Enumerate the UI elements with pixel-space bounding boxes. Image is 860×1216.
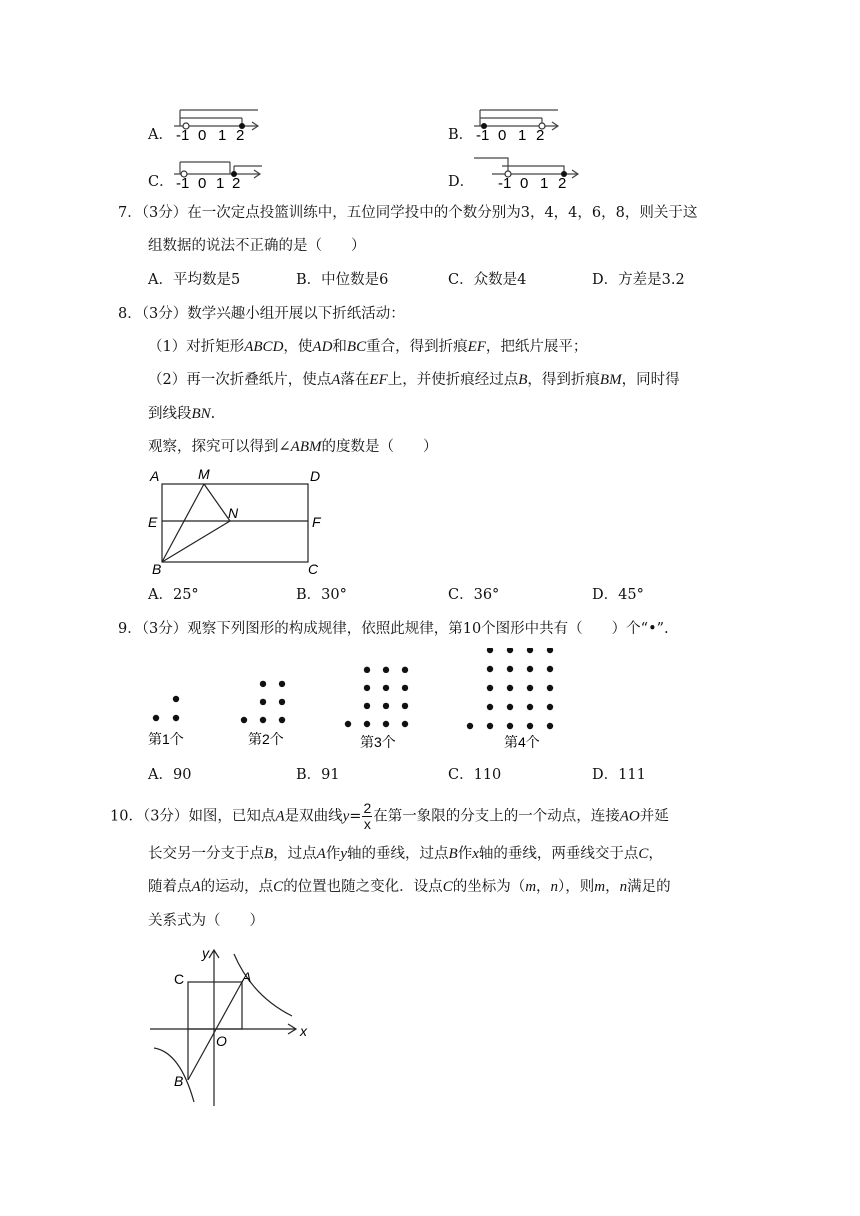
number-line-b [470, 104, 570, 144]
folding-rectangle-figure [140, 464, 340, 578]
tick-label: 2 [558, 175, 567, 192]
fraction-2-over-x: $\frac{2}{x}$ [363, 800, 372, 832]
question-10-line1: 10．（3分）如图，已知点A是双曲线y= $\frac{2}{x}$ 在第一象限的分支上的一个动点，连接AO并延 [110, 800, 669, 832]
tick-label: -1 [498, 175, 512, 192]
q7-option-d[interactable]: D．方差是3.2 [592, 272, 685, 288]
question-7-line2: 组数据的说法不正确的是（ ） [148, 238, 366, 254]
question-7-line1: 7．（3分）在一次定点投篮训练中，五位同学投中的个数分别为3，4，4，6，8，则关于这 [118, 205, 698, 221]
q9-option-b[interactable]: B．91 [296, 767, 340, 783]
dot [527, 723, 533, 729]
q9-option-a[interactable]: A．90 [148, 767, 192, 783]
svg-text:B: B [152, 561, 162, 577]
dot [279, 717, 285, 723]
dot [547, 685, 553, 691]
dot [547, 666, 553, 672]
svg-text:A: A [242, 969, 252, 985]
dot [527, 704, 533, 710]
dot [507, 685, 513, 691]
dot [153, 715, 159, 721]
svg-text:C: C [308, 561, 319, 577]
tick-label: 2 [232, 175, 241, 192]
dot [487, 666, 493, 672]
dot [402, 721, 408, 727]
number-line-d [472, 150, 592, 192]
svg-text:D: D [310, 468, 321, 484]
dot [527, 685, 533, 691]
tick-label: 0 [198, 127, 207, 144]
question-10-line3: 随着点A的运动，点C的位置也随之变化．设点C的坐标为（m，n），则m，n满足的 [148, 879, 671, 895]
svg-text:E: E [148, 514, 158, 530]
caption-4: 第4个 [504, 734, 540, 750]
dot [383, 721, 389, 727]
dot [173, 696, 179, 702]
option-letter: C． [148, 174, 174, 190]
tick-label: 0 [498, 127, 507, 144]
svg-text:C: C [174, 971, 185, 987]
q7-option-a[interactable]: A．平均数是5 [148, 272, 241, 288]
dot [507, 704, 513, 710]
option-letter: D． [448, 174, 475, 190]
svg-text:F: F [312, 514, 321, 530]
dot [364, 721, 370, 727]
caption-1: 第1个 [148, 731, 184, 747]
dot [364, 685, 370, 691]
dot [527, 648, 533, 653]
dot [402, 703, 408, 709]
dot [279, 699, 285, 705]
tick-label: 1 [216, 175, 225, 192]
option-letter: A． [148, 127, 173, 143]
dot [467, 723, 473, 729]
svg-text:y: y [202, 945, 209, 961]
tick-label: 1 [540, 175, 549, 192]
dot [527, 666, 533, 672]
dot [260, 681, 266, 687]
dot [383, 667, 389, 673]
dot [364, 667, 370, 673]
tick-label: -1 [476, 127, 490, 144]
question-8-step3: 到线段BN. [148, 406, 216, 422]
caption-3: 第3个 [360, 734, 396, 750]
dot [345, 721, 351, 727]
svg-text:A: A [150, 468, 160, 484]
svg-text:B: B [174, 1073, 184, 1089]
q8-option-a[interactable]: A．25° [148, 587, 199, 603]
q7-option-b[interactable]: B．中位数是6 [296, 272, 389, 288]
dot-pattern-figure [140, 648, 580, 752]
dot [279, 681, 285, 687]
dot [507, 666, 513, 672]
dot [402, 685, 408, 691]
tick-label: -1 [176, 175, 190, 192]
question-8-step1: （1）对折矩形ABCD，使AD和BC重合，得到折痕EF，把纸片展平； [148, 339, 588, 355]
option-letter: B． [448, 127, 474, 143]
tick-label: 1 [218, 127, 227, 144]
dot [173, 715, 179, 721]
number-line-c [170, 152, 270, 192]
tick-label: 0 [520, 175, 529, 192]
question-9-line1: 9．（3分）观察下列图形的构成规律，依照此规律，第10个图形中共有（ ）个“•”. [118, 621, 669, 637]
tick-label: 1 [518, 127, 527, 144]
question-10-line2: 长交另一分支于点B，过点A作y轴的垂线，过点B作x轴的垂线，两垂线交于点C， [148, 846, 663, 862]
dot [487, 723, 493, 729]
q8-option-b[interactable]: B．30° [296, 587, 347, 603]
tick-label: 2 [236, 127, 245, 144]
svg-text:N: N [228, 505, 239, 521]
dot [402, 667, 408, 673]
dot [487, 685, 493, 691]
dot [487, 648, 493, 653]
question-8-step2: （2）再一次折叠纸片，使点A落在EF上，并使折痕经过点B，得到折痕BM，同时得 [148, 372, 680, 388]
svg-text:M: M [198, 466, 210, 482]
svg-text:x: x [300, 1023, 307, 1039]
dot [383, 703, 389, 709]
q8-option-c[interactable]: C．36° [448, 587, 500, 603]
question-8-line1: 8．（3分）数学兴趣小组开展以下折纸活动： [118, 306, 405, 322]
dot [383, 685, 389, 691]
dot [507, 723, 513, 729]
dot [364, 703, 370, 709]
q9-option-c[interactable]: C．110 [448, 767, 502, 783]
dot-groups [153, 648, 553, 729]
q7-option-c[interactable]: C．众数是4 [448, 272, 527, 288]
dot [547, 648, 553, 653]
svg-text:O: O [216, 1033, 227, 1049]
caption-2: 第2个 [248, 731, 284, 747]
dot [547, 704, 553, 710]
q8-option-d[interactable]: D．45° [592, 587, 644, 603]
tick-label: 0 [198, 175, 207, 192]
dot [487, 704, 493, 710]
dot [260, 699, 266, 705]
question-10-line4: 关系式为（ ） [148, 913, 264, 929]
number-line-a [170, 104, 270, 144]
dot [507, 648, 513, 653]
hyperbola-figure [140, 940, 320, 1110]
tick-label: 2 [536, 127, 545, 144]
q9-option-d[interactable]: D．111 [592, 767, 646, 783]
tick-label: -1 [176, 127, 190, 144]
dot [547, 723, 553, 729]
dot [260, 717, 266, 723]
dot [241, 717, 247, 723]
question-8-ask: 观察，探究可以得到∠ABM的度数是（ ） [148, 439, 438, 455]
